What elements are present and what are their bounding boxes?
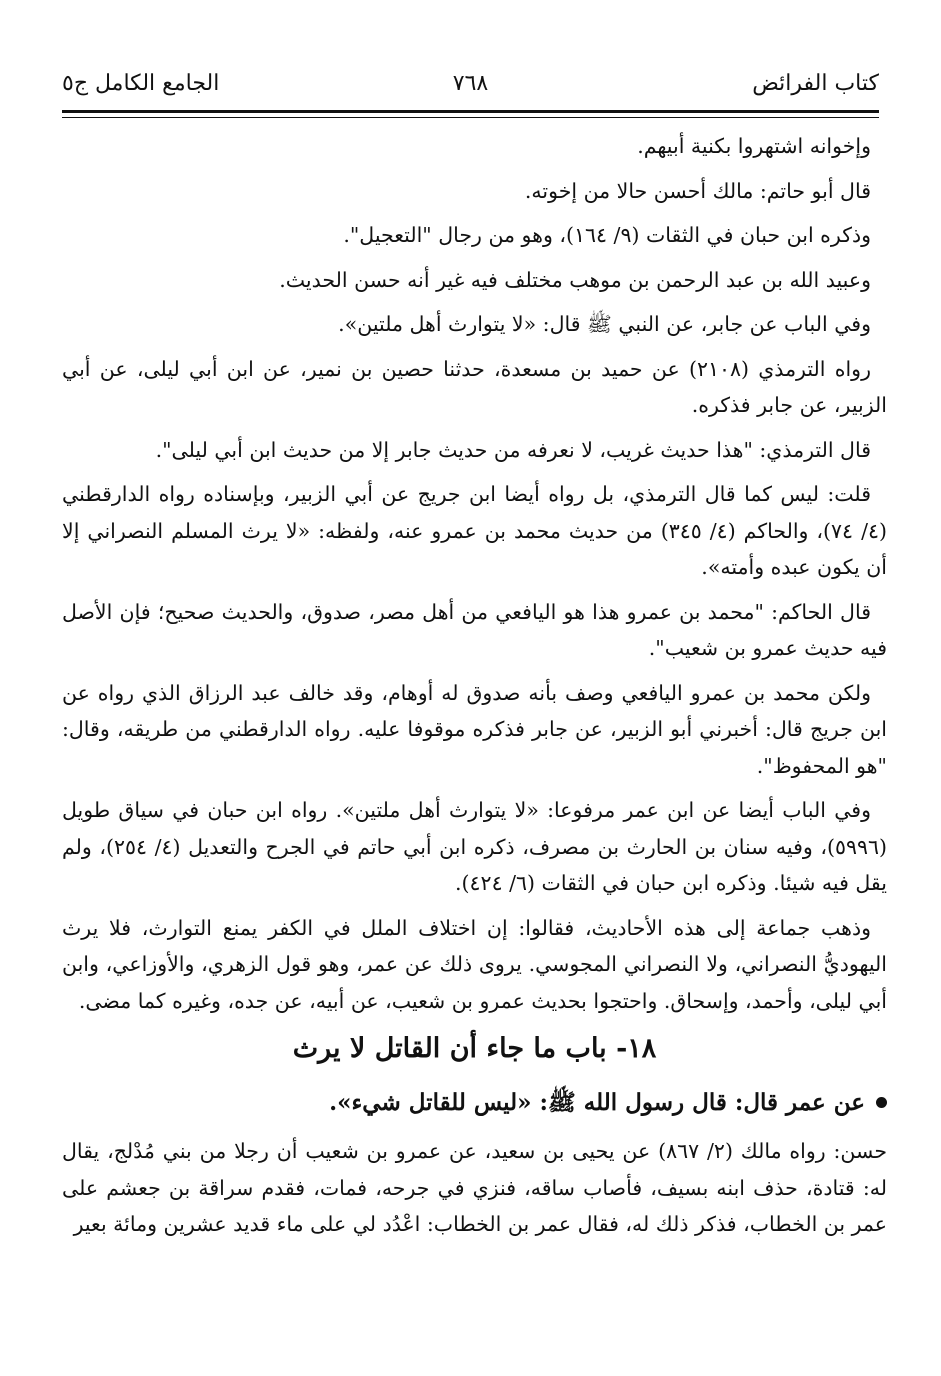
chapter-heading: ١٨- باب ما جاء أن القاتل لا يرث (292, 1033, 657, 1064)
header-rule-thick (62, 110, 879, 113)
header-rule-thin (62, 117, 879, 118)
paragraph: وفي الباب عن جابر، عن النبي ﷺ قال: «لا يتوارث أهل ملتين». (338, 312, 871, 336)
paragraph: وإخوانه اشتهروا بكنية أبيهم. (637, 134, 871, 158)
paragraph: ولكن محمد بن عمرو اليافعي وصف بأنه صدوق له أوهام، وقد خالف عبد الرزاق الذي رواه عن ابن جريج قال: أخبرني أبو الزبير، عن جابر فذكره موقوفا عليه. رواه الدارقطني من طريقه، وقال: "هو المحفوظ". (62, 680, 887, 778)
header-volume-title: الجامع الكامل ج٥ (62, 71, 220, 96)
page-body (62, 128, 887, 1251)
paragraph: وذهب جماعة إلى هذه الأحاديث، فقالوا: إن اختلاف الملل في الكفر يمنع التوارث، فلا يرث اليهوديُّ النصراني، ولا النصراني المجوسي. يروى ذلك عن عمر، وهو قول الزهري، والأوزاعي، وابن أبي ليلى، وأحمد، وإسحاق. واحتجوا بحديث عمرو بن شعيب، عن أبيه، عن جده، وغيره كما مضى. (62, 915, 887, 1013)
hadith-text-block (62, 1083, 887, 1123)
page-number: ٧٦٨ (452, 71, 489, 96)
paragraph: قلت: ليس كما قال الترمذي، بل رواه أيضا ابن جريج عن أبي الزبير، وبإسناده رواه الدارقطني (٤/ ٧٤)، والحاكم (٤/ ٣٤٥) من حديث محمد بن عمرو عنه، ولفظه: «لا يرث المسلم النصراني إلا أن يكون عبده وأمته». (62, 482, 887, 579)
paragraph: وعبيد الله بن عبد الرحمن بن موهب مختلف فيه غير أنه حسن الحديث. (279, 267, 871, 292)
paragraph: وفي الباب أيضا عن ابن عمر مرفوعا: «لا يتوارث أهل ملتين». رواه ابن حبان في سياق طويل (٥٩٩٦)، وفيه سنان بن الحارث بن مصرف، ذكره ابن أبي حاتم في الجرح والتعديل (٤/ ٢٥٤)، ولم يقل فيه شيئا. وذكره ابن حبان في الثقات (٦/ ٤٢٤). (62, 798, 887, 895)
header-book-title: كتاب الفرائض (752, 71, 879, 96)
paragraph: وذكره ابن حبان في الثقات (٩/ ١٦٤)، وهو من رجال "التعجيل". (343, 223, 871, 247)
paragraph: قال أبو حاتم: مالك أحسن حالا من إخوته. (524, 178, 871, 203)
bullet-icon (876, 1097, 887, 1108)
running-header (62, 66, 879, 102)
paragraph: قال الترمذي: "هذا حديث غريب، لا نعرفه من حديث جابر إلا من حديث ابن أبي ليلى". (155, 437, 871, 462)
hadith-text: عن عمر قال: قال رسول الله ﷺ: «ليس للقاتل شيء». (329, 1089, 865, 1116)
paragraph: حسن: رواه مالك (٢/ ٨٦٧) عن يحيى بن سعيد، عن عمرو بن شعيب أن رجلا من بني مُدْلج، يقال له: قتادة، حذف ابنه بسيف، فأصاب ساقه، فنزي في جرحه، فمات، فقدم سراقة بن جعشم على عمر بن الخطاب، فذكر ذلك له، فقال عمر بن الخطاب: اعْدُد لي على ماء قديد عشرين ومائة بعير (62, 1139, 887, 1236)
paragraph: رواه الترمذي (٢١٠٨) عن حميد بن مسعدة، حدثنا حصين بن نمير، عن ابن أبي ليلى، عن أبي الزبير، عن جابر فذكره. (62, 356, 887, 417)
paragraph: قال الحاكم: "محمد بن عمرو هذا هو اليافعي من أهل مصر، صدوق، والحديث صحيح؛ فإن الأصل فيه حديث عمرو بن شعيب". (62, 599, 887, 660)
